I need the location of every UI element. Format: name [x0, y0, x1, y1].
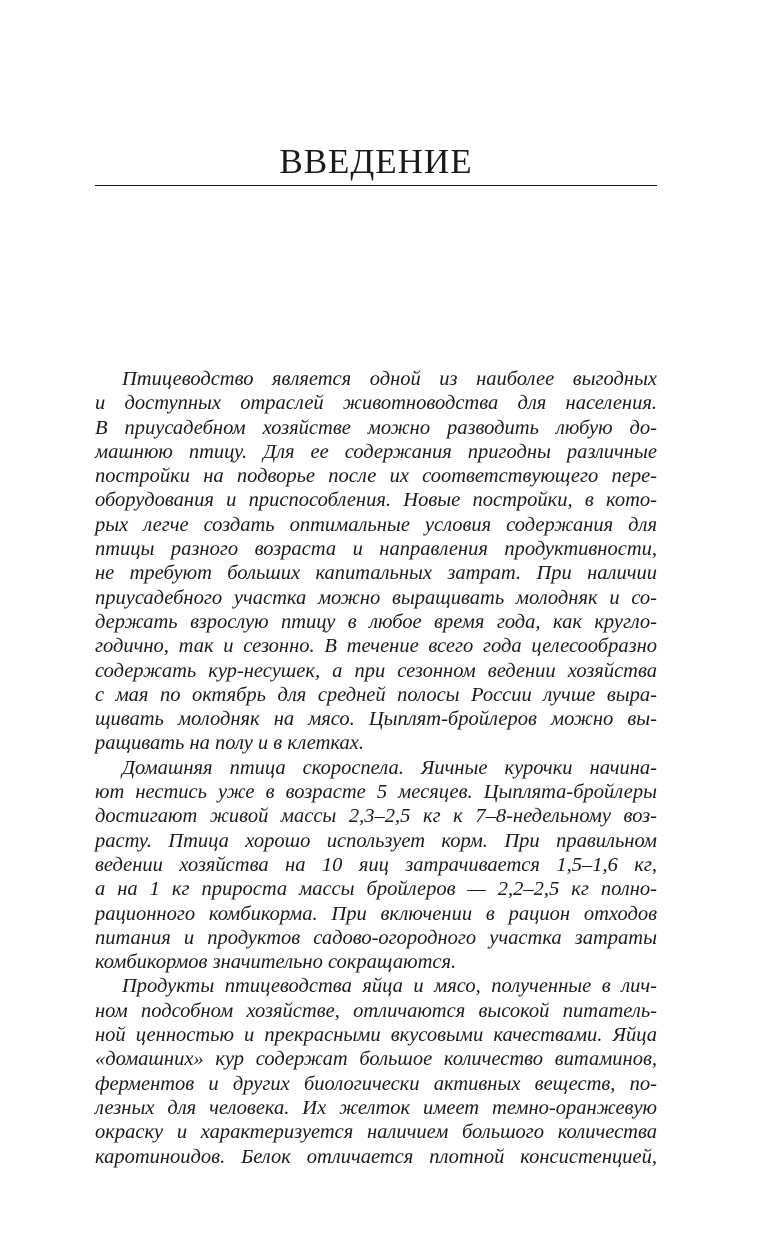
text-line: Домашняя птица скороспела. Яичные курочки начина-: [122, 756, 657, 779]
text-line: и доступных отраслей животноводства для населения.: [95, 392, 657, 415]
text-line: Птицеводство является одной из наиболее выгодных: [122, 368, 657, 390]
text-line: годично, так и сезонно. В течение всего года целесообразно: [95, 635, 657, 658]
text-line: держать взрослую птицу в любое время года, как кругло-: [95, 610, 657, 633]
text-line: оборудования и приспособления. Новые постройки, в кото-: [95, 489, 657, 512]
text-line: расту. Птица хорошо использует корм. При правильном: [95, 829, 657, 852]
text-line: с мая по октябрь для средней полосы России лучше выра-: [95, 683, 657, 706]
text-line: рационного комбикорма. При включении в рацион отходов: [95, 902, 657, 925]
text-line: приусадебного участка можно выращивать молодняк и со-: [95, 586, 657, 609]
text-line: комбикормов значительно сокращаются.: [95, 951, 457, 974]
text-line: В приусадебном хозяйстве можно разводить любую до-: [95, 416, 657, 439]
text-line: лезных для человека. Их желток имеет темно-оранжевую: [95, 1096, 657, 1119]
body-text: [95, 367, 657, 1169]
text-line: Продукты птицеводства яйца и мясо, полученные в лич-: [122, 975, 657, 998]
text-line: достигают живой массы 2,3–2,5 кг к 7–8-недельному воз-: [95, 805, 657, 828]
text-line: ют нестись уже в возрасте 5 месяцев. Цыплята-бройлеры: [95, 781, 657, 804]
text-line: ведении хозяйства на 10 яиц затрачивается 1,5–1,6 кг,: [95, 853, 657, 876]
paragraph-3: [95, 974, 657, 1168]
paragraph-2: [95, 756, 657, 975]
text-line: ном подсобном хозяйстве, отличаются высокой питатель-: [95, 999, 657, 1022]
text-line: не требуют больших капитальных затрат. При наличии: [95, 562, 657, 585]
text-line: ферментов и других биологически активных веществ, по-: [95, 1072, 657, 1095]
paragraph-1: [95, 367, 657, 756]
text-line: постройки на подворье после их соответствующего пере-: [95, 465, 657, 488]
chapter-title: ВВЕДЕНИЕ: [279, 142, 473, 181]
text-line: машнюю птицу. Для ее содержания пригодны различные: [95, 440, 657, 463]
title-underline: [95, 185, 657, 186]
text-line: а на 1 кг прироста массы бройлеров — 2,2–2,5 кг полно-: [95, 878, 657, 901]
text-line: окраску и характеризуется наличием большого количества: [95, 1121, 657, 1144]
text-line: ращивать на полу и в клетках.: [95, 732, 364, 755]
text-line: каротиноидов. Белок отличается плотной консистенцией,: [95, 1145, 657, 1168]
text-line: ной ценностью и прекрасными вкусовыми качествами. Яйца: [95, 1024, 657, 1047]
text-line: щивать молодняк на мясо. Цыплят-бройлеров можно вы-: [95, 708, 657, 731]
text-line: «домашних» кур содержат большое количество витаминов,: [95, 1048, 657, 1071]
text-line: рых легче создать оптимальные условия содержания для: [95, 513, 657, 536]
text-line: содержать кур-несушек, а при сезонном ведении хозяйства: [95, 659, 657, 682]
text-line: птицы разного возраста и направления продуктивности,: [95, 538, 657, 561]
text-line: питания и продуктов садово-огородного участка затраты: [95, 926, 657, 949]
